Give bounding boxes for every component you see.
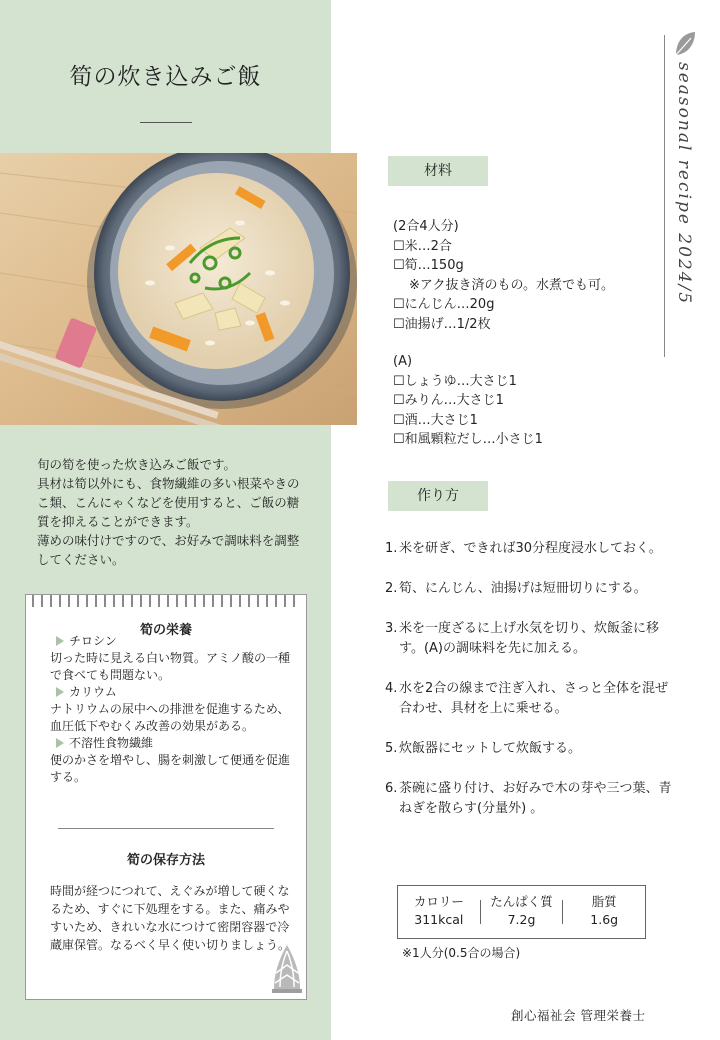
seasoning-item: ☐しょうゆ…大さじ1 xyxy=(393,373,517,389)
step-number: 1. xyxy=(385,541,398,556)
storage-text: 時間が経つにつれて、えぐみが増して硬くなるため、すぐに下処理をする。また、痛みやすいため、きれいな水につけて密閉容器で冷蔵庫保管。なるべく早く使い切りましょう。 xyxy=(50,884,291,952)
serving-footnote: ※1人分(0.5合の場合) xyxy=(402,946,521,960)
ingredient-item: ☐油揚げ…1/2枚 xyxy=(393,316,491,332)
step-number: 5. xyxy=(385,741,398,756)
intro-line: 薄めの味付けですので、お好みで調味料を調整してください。 xyxy=(37,533,300,567)
bamboo-shoot-icon xyxy=(270,943,304,995)
method-step xyxy=(385,619,675,659)
fact-label: 脂質 xyxy=(591,894,617,909)
title-divider xyxy=(140,122,192,123)
nutrition-fact xyxy=(481,886,563,938)
side-divider xyxy=(664,35,665,357)
seasoning-item: ☐酒…大さじ1 xyxy=(393,412,478,428)
ingredient-item: ☐米…2合 xyxy=(393,238,452,254)
step-number: 6. xyxy=(385,781,398,796)
seasoning-group-label: (A) xyxy=(393,354,413,369)
nutrient-title: チロシン xyxy=(50,633,290,650)
step-text: 水を2合の線まで注ぎ入れ、さっと全体を混ぜ合わせ、具材を上に乗せる。 xyxy=(399,681,669,716)
seasonal-recipe-label: seasonal recipe 2024/5 xyxy=(674,62,694,306)
nutrient-item xyxy=(50,684,290,735)
step-text: 米を研ぎ、できれば30分程度浸水しておく。 xyxy=(399,541,662,556)
method-steps xyxy=(385,539,675,839)
nutrition-card xyxy=(25,594,307,1000)
seasoning-item: ☐みりん…大さじ1 xyxy=(393,393,504,408)
method-step xyxy=(385,579,675,599)
method-step xyxy=(385,779,675,819)
method-step xyxy=(385,739,675,759)
seasoning-item: ☐和風顆粒だし…小さじ1 xyxy=(393,432,543,447)
step-number: 2. xyxy=(385,581,398,596)
step-number: 3. xyxy=(385,621,398,636)
recipe-title: 筍の炊き込みご飯 xyxy=(69,64,262,90)
nutrient-list xyxy=(50,633,290,786)
fact-value: 1.6g xyxy=(590,912,619,927)
nutrition-facts-box xyxy=(397,885,646,939)
step-number: 4. xyxy=(385,681,398,696)
fact-value: 311kcal xyxy=(414,912,464,927)
method-step xyxy=(385,539,675,559)
card-divider xyxy=(58,828,274,829)
intro-text xyxy=(37,455,305,569)
organization-credit: 創心福祉会 管理栄養士 xyxy=(511,1008,646,1023)
servings: (2合4人分) xyxy=(393,219,459,234)
ingredient-item: ☐筍…150g xyxy=(393,258,464,273)
method-label: 作り方 xyxy=(388,481,488,511)
method-step xyxy=(385,679,675,719)
step-text: 炊飯器にセットして炊飯する。 xyxy=(399,741,582,756)
nutrition-fact xyxy=(398,886,480,938)
ingredient-item: ☐にんじん…20g xyxy=(393,297,495,312)
nutrition-fact xyxy=(563,886,645,938)
nutrient-title: カリウム xyxy=(50,684,290,701)
fact-label: カロリー xyxy=(413,894,464,909)
nutrient-item xyxy=(50,735,290,786)
nutrient-desc: ナトリウムの尿中への排泄を促進するため、血圧低下やむくみ改善の効果がある。 xyxy=(50,702,290,733)
nutrient-desc: 切った時に見える白い物質。アミノ酸の一種で食べても問題ない。 xyxy=(50,651,291,682)
storage-heading: 筍の保存方法 xyxy=(126,853,205,868)
notebook-rings xyxy=(32,595,300,607)
step-text: 米を一度ざるに上げ水気を切り、炊飯釜に移す。(A)の調味料を先に加える。 xyxy=(399,621,660,656)
nutrient-title: 不溶性食物繊維 xyxy=(50,735,290,752)
ingredient-note: ※アク抜き済のもの。水煮でも可。 xyxy=(409,277,614,293)
fact-value: 7.2g xyxy=(507,912,536,927)
fact-label: たんぱく質 xyxy=(490,894,553,909)
step-text: 茶碗に盛り付け、お好みで木の芽や三つ葉、青ねぎを散らす(分量外) 。 xyxy=(399,781,672,816)
leaf-icon xyxy=(673,30,697,58)
ingredient-list xyxy=(393,217,663,450)
nutrition-heading: 筍の栄養 xyxy=(139,623,192,638)
nutrient-item xyxy=(50,633,290,684)
step-text: 筍、にんじん、油揚げは短冊切りにする。 xyxy=(399,581,647,596)
nutrient-desc: 便のかさを増やし、腸を刺激して便通を促進する。 xyxy=(50,753,291,784)
intro-line: 具材は筍以外にも、食物繊維の多い根菜やきのこ類、こんにゃくなどを使用すると、ご飯の糖質を抑えることができます。 xyxy=(37,476,300,529)
ingredients-label: 材料 xyxy=(388,156,488,186)
intro-line: 旬の筍を使った炊き込みご飯です。 xyxy=(37,457,237,472)
dish-photo xyxy=(0,153,357,425)
